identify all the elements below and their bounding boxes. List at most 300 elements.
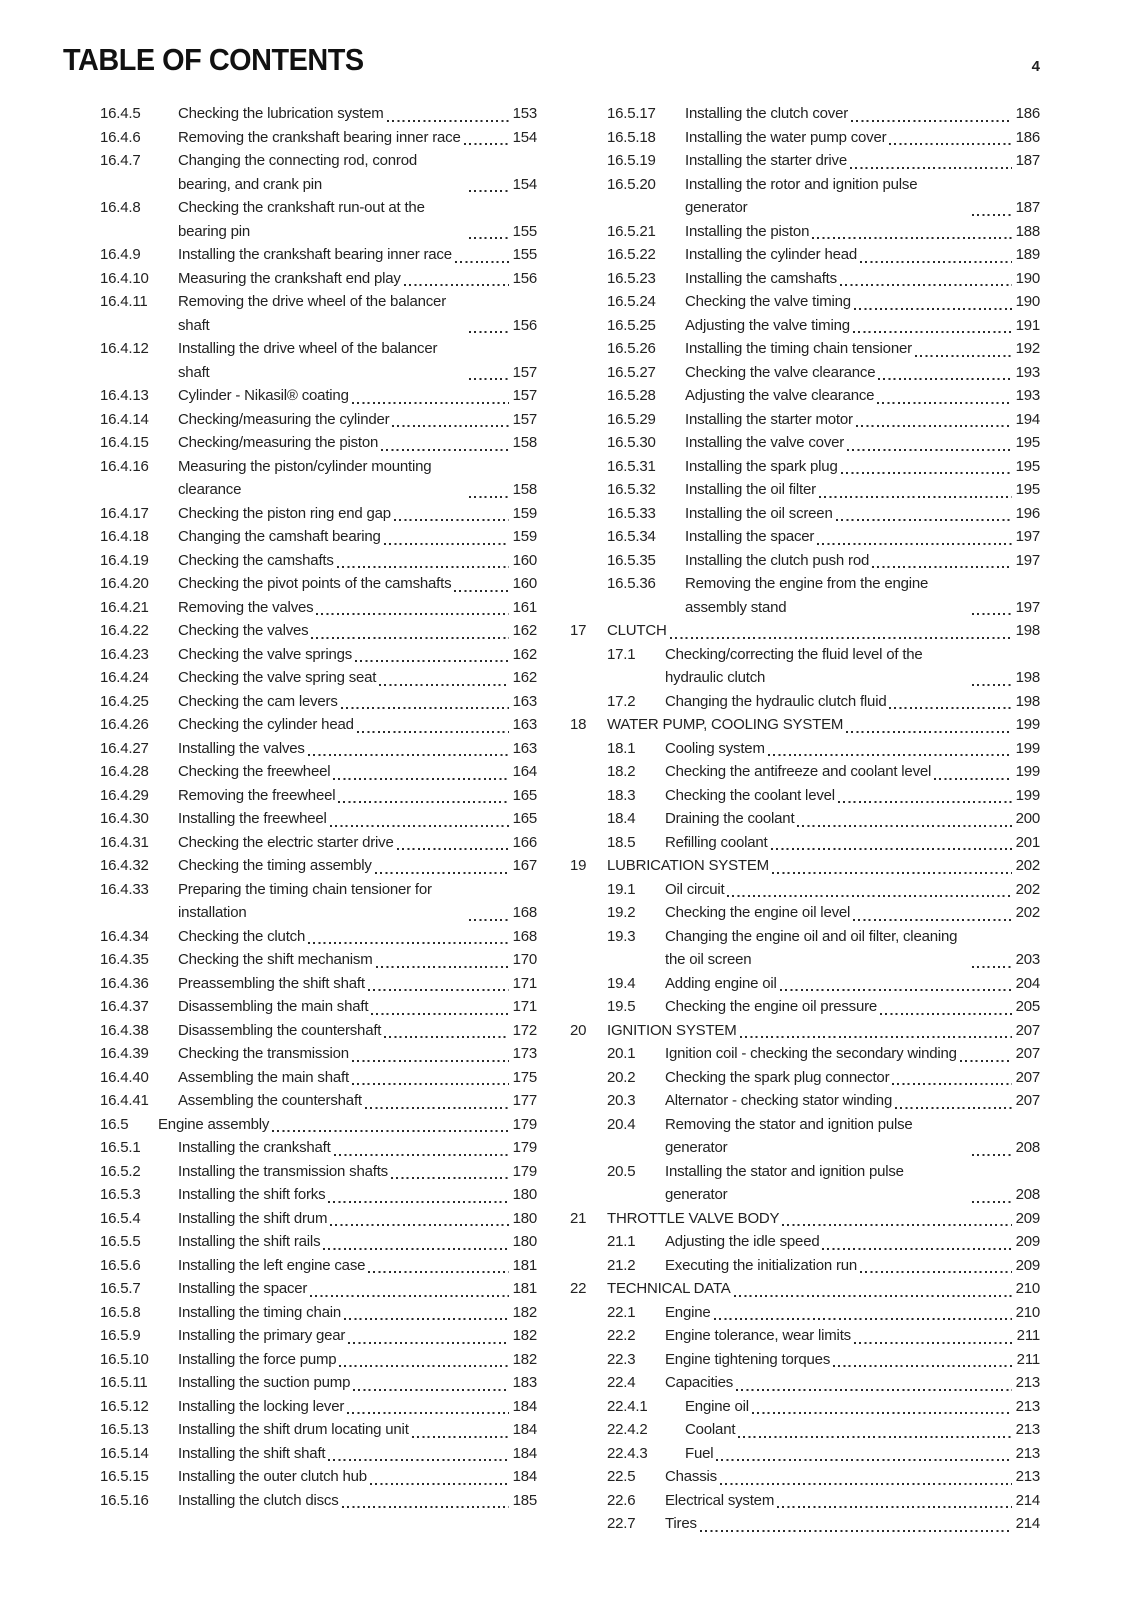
toc-entry xyxy=(570,1042,1040,1066)
dotted-leader xyxy=(847,449,1012,451)
dotted-leader xyxy=(397,848,509,850)
toc-entry-page: 202 xyxy=(1015,880,1040,898)
toc-entry-number: 19 xyxy=(570,857,587,874)
dotted-leader xyxy=(464,143,509,145)
toc-entry-number: 16.4.37 xyxy=(100,998,149,1015)
toc-entry-number: 16.5.30 xyxy=(607,434,656,451)
toc-entry-page: 198 xyxy=(1015,692,1040,710)
dotted-leader xyxy=(716,1459,1012,1461)
toc-entry-title: Changing the engine oil and oil filter, cleaning the oil screen xyxy=(665,927,958,968)
toc-entry-number: 16.5.16 xyxy=(100,1491,149,1509)
toc-entry-number: 16.4.6 xyxy=(100,128,141,146)
dotted-leader xyxy=(972,1201,1012,1203)
toc-entry-page: 205 xyxy=(1015,998,1040,1015)
toc-entry-title: Adjusting the idle speed xyxy=(665,1233,820,1250)
toc-entry xyxy=(63,1254,537,1278)
toc-entry-number: 17.2 xyxy=(607,692,636,710)
toc-entry-number: 16.4.30 xyxy=(100,810,149,827)
toc-entry-number: 16.5 xyxy=(100,1115,129,1133)
dotted-leader xyxy=(972,684,1012,686)
toc-entry-page: 213 xyxy=(1015,1421,1040,1438)
toc-entry-number: 16.5.24 xyxy=(607,293,656,310)
toc-entry-page: 198 xyxy=(1015,622,1040,639)
dotted-leader xyxy=(376,966,510,968)
toc-entry-number: 16.4.35 xyxy=(100,951,149,968)
toc-entry-number: 16.5.14 xyxy=(100,1444,149,1462)
toc-entry xyxy=(63,149,537,196)
toc-entry-title: Installing the timing chain xyxy=(178,1303,342,1321)
dotted-leader xyxy=(853,331,1012,333)
toc-entry-page: 213 xyxy=(1015,1468,1040,1485)
toc-entry-title: Installing the cylinder head xyxy=(685,246,858,263)
toc-entry-title: Installing the valve cover xyxy=(685,434,845,451)
toc-entry-number: 18.3 xyxy=(607,786,636,804)
toc-entry-page: 197 xyxy=(1015,551,1040,569)
toc-entry-title: Checking the crankshaft run-out at the bearing pin xyxy=(178,199,425,240)
toc-entry-title: Checking the lubrication system xyxy=(178,105,384,122)
dotted-leader xyxy=(833,1365,1012,1367)
toc-entry-number: 16.5.18 xyxy=(607,128,656,146)
toc-entry-number: 16.4.33 xyxy=(100,880,149,898)
toc-entry xyxy=(63,948,537,972)
toc-entry xyxy=(570,1465,1040,1489)
toc-entry-title: Removing the engine from the engine assembly stand xyxy=(685,575,929,616)
toc-entry xyxy=(63,619,537,643)
toc-entry-page: 197 xyxy=(1015,528,1040,545)
toc-entry-page: 195 xyxy=(1015,434,1040,451)
toc-entry-number: 16.5.17 xyxy=(607,105,656,122)
toc-entry-title: Alternator - checking stator winding xyxy=(665,1092,893,1109)
toc-entry-title: Checking the clutch xyxy=(178,927,306,945)
toc-entry xyxy=(63,737,537,761)
dotted-leader xyxy=(469,237,509,239)
toc-entry-title: Engine tolerance, wear limits xyxy=(665,1327,851,1344)
toc-entry-title: Disassembling the countershaft xyxy=(178,1021,382,1039)
toc-entry-number: 16.4.22 xyxy=(100,622,149,639)
toc-entry-title: Installing the freewheel xyxy=(178,810,327,827)
toc-entry-page: 197 xyxy=(1015,598,1040,616)
toc-entry-page: 186 xyxy=(1015,128,1040,146)
toc-entry-number: 16.4.25 xyxy=(100,692,149,710)
toc-entry xyxy=(63,102,537,126)
toc-entry xyxy=(63,690,537,714)
toc-entry-number: 18.2 xyxy=(607,763,636,780)
toc-entry-number: 16.5.26 xyxy=(607,340,656,357)
toc-entry-number: 16.4.39 xyxy=(100,1045,149,1062)
toc-entry xyxy=(570,1160,1040,1207)
toc-entry-page: 199 xyxy=(1015,786,1040,804)
toc-entry xyxy=(570,502,1040,526)
toc-entry-page: 187 xyxy=(1015,152,1040,169)
dotted-leader xyxy=(860,1271,1012,1273)
dotted-leader xyxy=(752,1412,1012,1414)
toc-entry xyxy=(63,1089,537,1113)
toc-entry-number: 19.1 xyxy=(607,880,636,898)
toc-entry xyxy=(570,784,1040,808)
toc-entry-page: 199 xyxy=(1015,739,1040,757)
toc-entry-page: 199 xyxy=(1015,763,1040,780)
dotted-leader xyxy=(404,284,509,286)
toc-entry-title: Checking the valves xyxy=(178,622,309,639)
toc-entry xyxy=(570,925,1040,972)
dotted-leader xyxy=(880,1013,1012,1015)
toc-entry-page: 213 xyxy=(1015,1374,1040,1391)
toc-entry-title: Removing the stator and ignition pulse generator xyxy=(665,1115,913,1156)
toc-entry-page: 203 xyxy=(1015,951,1040,968)
toc-entry-number: 16.5.2 xyxy=(100,1162,141,1180)
toc-entry-title: Checking the engine oil pressure xyxy=(665,998,878,1015)
dotted-leader xyxy=(455,261,509,263)
toc-entry-title: Checking the pivot points of the camshafts xyxy=(178,575,452,592)
toc-entry-number: 16.4.11 xyxy=(100,293,148,310)
dotted-leader xyxy=(381,449,509,451)
dotted-leader xyxy=(877,402,1012,404)
folio-page-number: 4 xyxy=(1031,58,1040,75)
toc-entry-page: 162 xyxy=(512,622,537,639)
toc-entry xyxy=(570,126,1040,150)
dotted-leader xyxy=(323,1248,509,1250)
toc-entry-title: Installing the shift forks xyxy=(178,1186,326,1203)
toc-entry-page: 160 xyxy=(512,551,537,569)
toc-entry-page: 158 xyxy=(512,481,537,498)
toc-entry xyxy=(63,1230,537,1254)
dotted-leader xyxy=(352,1060,509,1062)
toc-entry-number: 16.5.22 xyxy=(607,246,656,263)
toc-entry xyxy=(63,1277,537,1301)
toc-entry-page: 163 xyxy=(512,716,537,733)
toc-entry-page: 194 xyxy=(1015,410,1040,428)
dotted-leader xyxy=(819,496,1012,498)
dotted-leader xyxy=(394,519,509,521)
toc-entry-page: 214 xyxy=(1015,1515,1040,1532)
toc-entry-number: 16.5.27 xyxy=(607,363,656,381)
toc-entry xyxy=(570,384,1040,408)
dotted-leader xyxy=(328,1201,509,1203)
toc-entry-page: 208 xyxy=(1015,1139,1040,1156)
toc-entry-number: 21 xyxy=(570,1209,587,1227)
dotted-leader xyxy=(387,120,509,122)
toc-entry-number: 16.5.19 xyxy=(607,152,656,169)
toc-entry xyxy=(570,1418,1040,1442)
toc-entry xyxy=(570,337,1040,361)
toc-entry-page: 201 xyxy=(1015,833,1040,851)
dotted-leader xyxy=(782,1224,1012,1226)
toc-entry-page: 186 xyxy=(1015,105,1040,122)
toc-entry-number: 16.4.19 xyxy=(100,551,149,569)
toc-entry-title: Assembling the countershaft xyxy=(178,1092,362,1109)
toc-entry xyxy=(63,243,537,267)
toc-entry-page: 156 xyxy=(512,269,537,287)
dotted-leader xyxy=(895,1107,1012,1109)
toc-entry-number: 16.5.34 xyxy=(607,528,656,545)
toc-column-left xyxy=(63,102,537,1536)
toc-entry-title: Installing the water pump cover xyxy=(685,128,887,146)
toc-entry-page: 207 xyxy=(1015,1068,1040,1086)
toc-entry xyxy=(570,525,1040,549)
toc-entry-title: TECHNICAL DATA xyxy=(607,1280,731,1297)
toc-entry-page: 157 xyxy=(512,387,537,404)
toc-entry-page: 195 xyxy=(1015,457,1040,475)
toc-entry-title: Refilling coolant xyxy=(665,833,768,851)
toc-entry-number: 16.4.38 xyxy=(100,1021,149,1039)
toc-entry xyxy=(570,1207,1040,1231)
dotted-leader xyxy=(311,637,509,639)
dotted-leader xyxy=(670,637,1012,639)
dotted-leader xyxy=(772,872,1012,874)
toc-entry-title: Installing the force pump xyxy=(178,1350,337,1368)
toc-entry-title: THROTTLE VALVE BODY xyxy=(607,1209,780,1227)
toc-entry-title: Installing the locking lever xyxy=(178,1397,345,1415)
toc-entry xyxy=(63,878,537,925)
toc-entry-title: Installing the spark plug xyxy=(685,457,838,475)
toc-entry-title: Checking the freewheel xyxy=(178,763,331,780)
dotted-leader xyxy=(740,1036,1012,1038)
toc-entry-title: Engine xyxy=(665,1303,711,1321)
toc-entry-title: Installing the suction pump xyxy=(178,1374,351,1391)
toc-entry-title: Capacities xyxy=(665,1374,734,1391)
toc-entry-number: 16.4.36 xyxy=(100,974,149,992)
toc-entry xyxy=(570,149,1040,173)
toc-entry xyxy=(570,1489,1040,1513)
toc-entry-number: 16.4.16 xyxy=(100,457,149,475)
toc-entry-title: Measuring the piston/cylinder mounting clearance xyxy=(178,457,432,498)
toc-entry xyxy=(570,290,1040,314)
toc-entry-page: 210 xyxy=(1015,1280,1040,1297)
toc-entry-number: 18.1 xyxy=(607,739,636,757)
toc-entry xyxy=(63,408,537,432)
toc-entry-page: 163 xyxy=(512,692,537,710)
dotted-leader xyxy=(822,1248,1012,1250)
toc-entry-page: 196 xyxy=(1015,504,1040,522)
dotted-leader xyxy=(889,143,1012,145)
toc-entry xyxy=(570,1254,1040,1278)
toc-entry xyxy=(570,478,1040,502)
dotted-leader xyxy=(972,214,1012,216)
toc-entry-title: CLUTCH xyxy=(607,622,667,639)
dotted-leader xyxy=(841,472,1012,474)
toc-entry-title: Installing the outer clutch hub xyxy=(178,1468,367,1485)
toc-entry-page: 207 xyxy=(1015,1045,1040,1062)
toc-entry-number: 16.5.20 xyxy=(607,175,656,193)
toc-entry-page: 211 xyxy=(1016,1350,1040,1368)
toc-entry-number: 16.5.15 xyxy=(100,1468,149,1485)
dotted-leader xyxy=(872,566,1012,568)
toc-entry-page: 156 xyxy=(512,316,537,334)
toc-entry xyxy=(570,1113,1040,1160)
toc-entry-title: Installing the camshafts xyxy=(685,269,837,287)
toc-entry-title: Cylinder - Nikasil® coating xyxy=(178,387,349,404)
toc-entry xyxy=(570,1371,1040,1395)
toc-entry-page: 190 xyxy=(1015,269,1040,287)
toc-entry-number: 16.5.36 xyxy=(607,575,656,592)
toc-entry-number: 16.4.14 xyxy=(100,410,149,428)
toc-entry-page: 162 xyxy=(512,669,537,686)
toc-entry xyxy=(63,1066,537,1090)
dotted-leader xyxy=(357,731,509,733)
toc-entry-page: 207 xyxy=(1015,1092,1040,1109)
toc-entry-number: 22.4.3 xyxy=(607,1444,648,1462)
toc-entry-number: 17 xyxy=(570,622,587,639)
toc-entry-title: Installing the shift shaft xyxy=(178,1444,326,1462)
toc-entry-page: 184 xyxy=(512,1444,537,1462)
toc-entry-page: 199 xyxy=(1015,716,1040,733)
toc-entry-number: 17.1 xyxy=(607,645,636,663)
toc-entry-number: 16.4.17 xyxy=(100,504,149,522)
toc-entry xyxy=(63,1301,537,1325)
dotted-leader xyxy=(355,660,509,662)
toc-entry xyxy=(63,713,537,737)
dotted-leader xyxy=(334,1154,509,1156)
toc-entry xyxy=(63,267,537,291)
toc-entry-title: Tires xyxy=(665,1515,697,1532)
toc-entry xyxy=(570,713,1040,737)
toc-entry-page: 210 xyxy=(1015,1303,1040,1321)
toc-body xyxy=(63,102,1040,1536)
toc-entry xyxy=(570,220,1040,244)
toc-entry-number: 16.5.29 xyxy=(607,410,656,428)
dotted-leader xyxy=(352,402,509,404)
toc-entry-title: Executing the initialization run xyxy=(665,1256,858,1274)
toc-entry-title: Adjusting the valve clearance xyxy=(685,387,875,404)
toc-entry-title: Checking the valve timing xyxy=(685,293,851,310)
toc-entry xyxy=(570,690,1040,714)
toc-entry-page: 189 xyxy=(1015,246,1040,263)
toc-entry-number: 16.4.32 xyxy=(100,857,149,874)
toc-entry-page: 213 xyxy=(1015,1444,1040,1462)
dotted-leader xyxy=(352,1083,509,1085)
toc-entry-title: Checking the valve clearance xyxy=(685,363,876,381)
toc-entry-page: 202 xyxy=(1015,857,1040,874)
toc-entry xyxy=(63,1113,537,1137)
toc-entry-page: 202 xyxy=(1015,904,1040,921)
toc-entry-page: 184 xyxy=(512,1397,537,1415)
toc-entry xyxy=(63,337,537,384)
toc-entry-number: 16.4.27 xyxy=(100,739,149,757)
dotted-leader xyxy=(972,1154,1012,1156)
toc-entry-title: Checking the valve spring seat xyxy=(178,669,377,686)
toc-entry-number: 16.4.24 xyxy=(100,669,149,686)
toc-entry-number: 16.4.10 xyxy=(100,269,149,287)
toc-entry-page: 167 xyxy=(512,857,537,874)
dotted-leader xyxy=(892,1083,1012,1085)
toc-entry-title: Checking the spark plug connector xyxy=(665,1068,890,1086)
toc-entry-title: Checking the cylinder head xyxy=(178,716,354,733)
toc-entry xyxy=(570,1324,1040,1348)
toc-entry-number: 16.5.7 xyxy=(100,1280,141,1297)
toc-entry-page: 204 xyxy=(1015,974,1040,992)
toc-entry-title: Checking the timing assembly xyxy=(178,857,372,874)
dotted-leader xyxy=(846,731,1012,733)
toc-entry-number: 16.5.31 xyxy=(607,457,656,475)
toc-entry-title: Installing the timing chain tensioner xyxy=(685,340,912,357)
toc-entry-number: 22.4.2 xyxy=(607,1421,648,1438)
toc-entry-page: 209 xyxy=(1015,1209,1040,1227)
toc-entry-title: Checking the coolant level xyxy=(665,786,835,804)
toc-entry-title: Adjusting the valve timing xyxy=(685,316,850,334)
dotted-leader xyxy=(797,825,1012,827)
dotted-leader xyxy=(412,1436,509,1438)
toc-entry xyxy=(63,807,537,831)
toc-entry-number: 16.5.21 xyxy=(607,222,656,240)
toc-entry-title: Installing the oil screen xyxy=(685,504,833,522)
toc-entry-number: 16.4.40 xyxy=(100,1068,149,1086)
toc-entry xyxy=(570,760,1040,784)
toc-entry-page: 184 xyxy=(512,1421,537,1438)
toc-entry-page: 181 xyxy=(512,1256,537,1274)
toc-entry-page: 163 xyxy=(512,739,537,757)
toc-entry xyxy=(570,173,1040,220)
toc-entry-title: Preassembling the shift shaft xyxy=(178,974,365,992)
toc-entry-page: 154 xyxy=(512,128,537,146)
toc-entry-number: 16.4.18 xyxy=(100,528,149,545)
toc-entry-number: 16.5.13 xyxy=(100,1421,149,1438)
toc-entry-page: 193 xyxy=(1015,387,1040,404)
dotted-leader xyxy=(714,1318,1012,1320)
toc-entry xyxy=(63,1183,537,1207)
toc-entry xyxy=(570,408,1040,432)
toc-entry-title: Installing the starter drive xyxy=(685,152,847,169)
toc-entry-page: 214 xyxy=(1015,1491,1040,1509)
dotted-leader xyxy=(780,989,1012,991)
toc-entry xyxy=(570,1512,1040,1536)
toc-entry-number: 20.3 xyxy=(607,1092,636,1109)
toc-entry-title: Installing the spacer xyxy=(685,528,815,545)
dotted-leader xyxy=(384,1036,509,1038)
toc-entry-number: 16.5.4 xyxy=(100,1209,141,1227)
toc-entry-number: 22.7 xyxy=(607,1515,636,1532)
dotted-leader xyxy=(860,261,1012,263)
toc-entry-title: Installing the clutch discs xyxy=(178,1491,339,1509)
toc-entry-number: 16.5.33 xyxy=(607,504,656,522)
toc-entry-title: Engine oil xyxy=(685,1397,749,1415)
toc-entry-page: 213 xyxy=(1015,1397,1040,1415)
dotted-leader xyxy=(469,190,509,192)
dotted-leader xyxy=(342,1506,509,1508)
toc-entry-number: 16.4.9 xyxy=(100,246,141,263)
dotted-leader xyxy=(878,378,1012,380)
toc-entry-page: 208 xyxy=(1015,1186,1040,1203)
toc-entry xyxy=(570,854,1040,878)
dotted-leader xyxy=(738,1436,1012,1438)
toc-entry-title: Preparing the timing chain tensioner for installation xyxy=(178,880,432,921)
dotted-leader xyxy=(771,848,1013,850)
toc-entry-page: 159 xyxy=(512,528,537,545)
toc-entry-title: Installing the starter motor xyxy=(685,410,853,428)
toc-entry-number: 16.4.28 xyxy=(100,763,149,780)
toc-entry-title: Checking the cam levers xyxy=(178,692,338,710)
toc-entry-number: 20.2 xyxy=(607,1068,636,1086)
toc-entry xyxy=(570,1348,1040,1372)
dotted-leader xyxy=(454,590,509,592)
toc-entry-page: 165 xyxy=(512,810,537,827)
toc-entry-title: Installing the shift drum locating unit xyxy=(178,1421,409,1438)
toc-entry-title: Installing the oil filter xyxy=(685,481,816,498)
toc-entry-number: 20.1 xyxy=(607,1045,636,1062)
toc-entry xyxy=(570,102,1040,126)
toc-entry-number: 22.5 xyxy=(607,1468,636,1485)
toc-entry-title: Draining the coolant xyxy=(665,810,795,827)
toc-entry-title: Installing the shift drum xyxy=(178,1209,328,1227)
toc-entry-page: 173 xyxy=(512,1045,537,1062)
dotted-leader xyxy=(469,496,509,498)
dotted-leader xyxy=(379,684,509,686)
toc-entry-page: 209 xyxy=(1015,1256,1040,1274)
toc-entry-title: Installing the rotor and ignition pulse generator xyxy=(685,175,918,216)
toc-entry-title: Checking/correcting the fluid level of the hydraulic clutch xyxy=(665,645,923,686)
toc-entry-page: 171 xyxy=(512,974,537,992)
toc-entry-number: 16.5.3 xyxy=(100,1186,141,1203)
toc-column-right xyxy=(570,102,1040,1536)
